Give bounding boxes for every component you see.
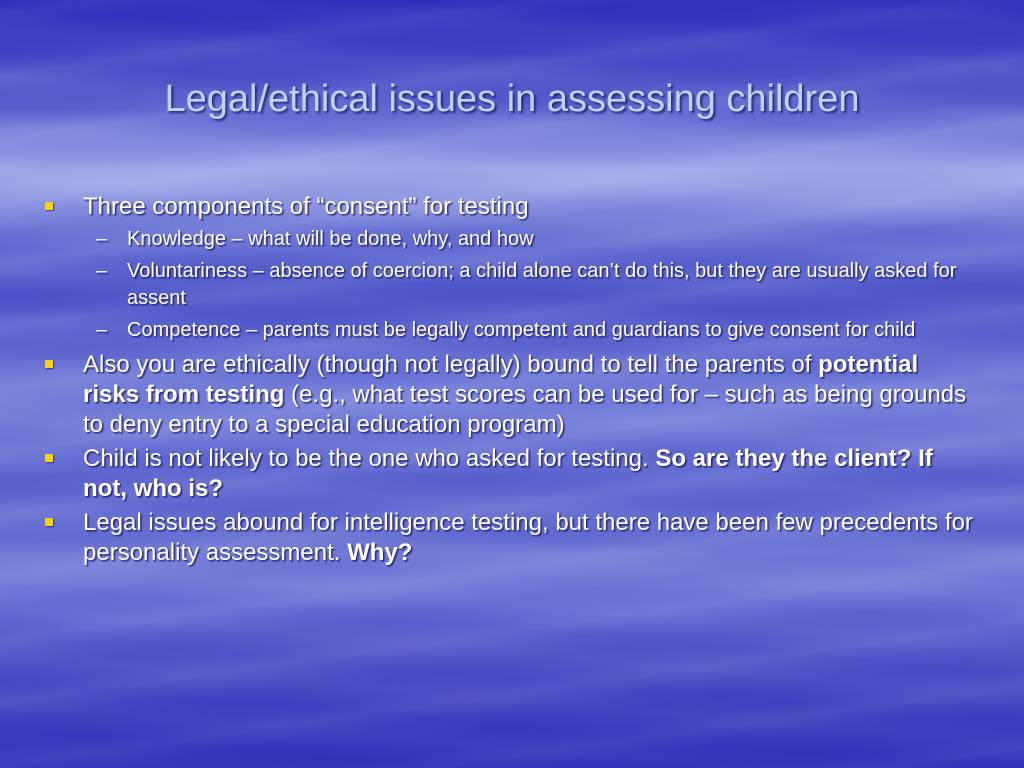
square-bullet-icon bbox=[45, 202, 53, 210]
square-bullet-icon bbox=[45, 454, 53, 462]
slide-title: Legal/ethical issues in assessing children bbox=[164, 78, 860, 120]
bullet-item-legal bbox=[40, 508, 980, 568]
bullet-item-client bbox=[40, 444, 980, 504]
square-bullet-icon bbox=[45, 518, 53, 526]
dash-bullet: – bbox=[96, 319, 108, 341]
square-bullet-icon bbox=[45, 360, 53, 368]
bullet-text-before: Legal issues abound for intelligence testing, but there have been few precedents for personality assessment. bbox=[83, 509, 973, 566]
bullet-item-consent bbox=[40, 192, 980, 222]
consent-sublist bbox=[40, 226, 980, 344]
subitem-text: Competence – parents must be legally competent and guardians to give consent for child bbox=[127, 319, 916, 341]
bullet-text-before: Child is not likely to be the one who asked for testing. bbox=[83, 445, 656, 472]
dash-bullet: – bbox=[96, 260, 108, 282]
subitem-knowledge bbox=[40, 226, 980, 253]
slide-content bbox=[40, 192, 980, 572]
bullet-text: Three components of “consent” for testing bbox=[83, 193, 529, 220]
subitem-text: Knowledge – what will be done, why, and how bbox=[127, 228, 534, 250]
bullet-item-ethics bbox=[40, 350, 980, 440]
subitem-text: Voluntariness – absence of coercion; a child alone can’t do this, but they are usually asked for assent bbox=[127, 260, 957, 309]
bullet-bold-text: So are they the client? If not, who is? bbox=[83, 445, 933, 502]
dash-bullet: – bbox=[96, 228, 108, 250]
bullet-text-after: (e.g., what test scores can be used for – such as being grounds to deny entry to a special education program) bbox=[83, 381, 967, 438]
subitem-competence bbox=[40, 317, 980, 344]
bullet-bold-text: potential risks from testing bbox=[83, 351, 919, 408]
bullet-text-before: Also you are ethically (though not legally) bound to tell the parents of bbox=[83, 351, 819, 378]
bullet-bold-text: Why? bbox=[347, 539, 413, 566]
subitem-voluntariness bbox=[40, 258, 980, 312]
